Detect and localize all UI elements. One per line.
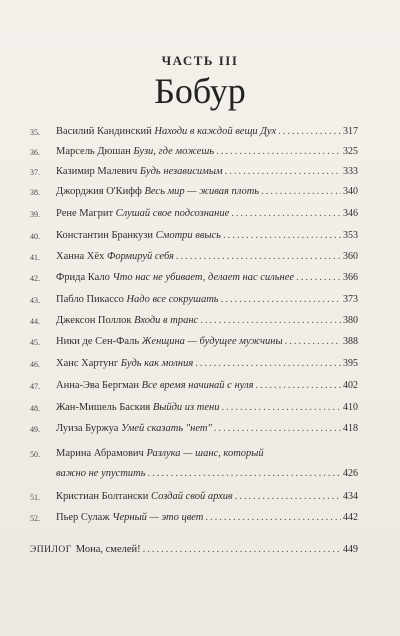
entry-title: Находи в каждой вещи Дух [154, 126, 277, 137]
entry-page: 360 [343, 251, 358, 262]
entry-author: Василий Кандинский [56, 126, 152, 137]
toc-entry [30, 487, 358, 507]
entry-author: Рене Магрит [56, 208, 114, 219]
entry-author: Фрида Кало [56, 272, 110, 283]
entry-author: Ханс Хартунг [56, 358, 119, 369]
entry-author: Казимир Малевич [56, 166, 138, 177]
toc-entry-continuation [30, 464, 358, 484]
entry-title: Выйди из тени [152, 402, 220, 413]
toc-entry [30, 162, 358, 182]
entry-number: 51. [30, 493, 40, 502]
entry-page: 442 [343, 512, 358, 523]
entry-page: 366 [343, 272, 358, 283]
entry-title: Формируй себя [106, 251, 174, 262]
entry-number: 42. [30, 274, 40, 283]
entry-title: Бузи, где можешь [133, 146, 215, 157]
entry-page: 434 [343, 491, 358, 502]
part-title: Бобур [154, 71, 246, 111]
entry-title: Разлука — шанс, который [146, 448, 264, 459]
entry-title: Женщина — будущее мужчины [141, 336, 283, 347]
part-label: ЧАСТЬ III [161, 53, 239, 68]
entry-page: 426 [343, 468, 358, 479]
entry-page: 395 [343, 358, 358, 369]
entry-number: 49. [30, 425, 40, 434]
entry-title: Умей сказать "нет" [121, 423, 212, 434]
entry-number: 40. [30, 232, 40, 241]
epilog-title: Мона, смелей! [75, 544, 141, 555]
entry-number: 44. [30, 317, 40, 326]
toc-entry [30, 268, 358, 288]
entry-title-continued: важно не упустить [56, 468, 146, 479]
entry-number: 43. [30, 296, 40, 305]
entry-page: 325 [343, 146, 358, 157]
entry-number: 39. [30, 210, 40, 219]
toc-entry [30, 419, 358, 439]
toc-entry [30, 182, 358, 202]
entry-author: Ханна Хёх [56, 251, 105, 262]
entry-page: 373 [343, 294, 358, 305]
entry-number: 52. [30, 514, 40, 523]
entry-author: Джексон Поллок [56, 315, 132, 326]
entry-title: Весь мир — живая плоть [144, 186, 260, 197]
entry-number: 47. [30, 382, 40, 391]
epilog-entry [30, 540, 358, 560]
entry-page: 346 [343, 208, 358, 219]
entry-page: 333 [343, 166, 358, 177]
entry-author: Джорджия О'Кифф [56, 186, 142, 197]
entry-number: 35. [30, 128, 40, 137]
entry-author: Луиза Буржуа [56, 423, 119, 434]
entry-page: 418 [343, 423, 358, 434]
entry-page: 410 [343, 402, 358, 413]
entry-number: 45. [30, 338, 40, 347]
entry-page: 388 [343, 336, 358, 347]
entry-author: Пьер Сулаж [56, 512, 110, 523]
toc-entry [30, 354, 358, 374]
entry-page: 340 [343, 186, 358, 197]
entry-number: 36. [30, 148, 40, 157]
entry-title: Создай свой архив [151, 491, 233, 502]
toc-entry [30, 332, 358, 352]
entry-title: Слушай свое подсознание [115, 208, 230, 219]
entry-author: Константин Бранкузи [56, 230, 153, 241]
toc-entry [30, 444, 358, 464]
entry-author: Жан-Мишель Баския [56, 402, 151, 413]
entry-author: Анна-Эва Бергман [56, 380, 139, 391]
entry-page: 402 [343, 380, 358, 391]
toc-entry [30, 508, 358, 528]
entry-title: Черный — это цвет [112, 512, 204, 523]
toc-entry [30, 398, 358, 418]
toc-entry [30, 122, 358, 142]
entry-title: Надо все сокрушать [126, 294, 219, 305]
entry-author: Ники де Сен-Фаль [56, 336, 140, 347]
toc-entry [30, 204, 358, 224]
entry-number: 48. [30, 404, 40, 413]
entry-title: Все время начинай с нуля [141, 380, 254, 391]
entry-number: 41. [30, 253, 40, 262]
entry-author: Пабло Пикассо [56, 294, 124, 305]
entry-title: Будь независимым [139, 166, 223, 177]
entry-title: Смотри ввысь [155, 230, 221, 241]
toc-entry [30, 290, 358, 310]
entry-author: Кристиан Болтански [56, 491, 149, 502]
entry-title: Входи в транс [134, 315, 199, 326]
entry-number: 50. [30, 450, 40, 459]
toc-entry [30, 376, 358, 396]
epilog-label: ЭПИЛОГ [30, 545, 72, 555]
entry-page: 353 [343, 230, 358, 241]
entry-title: Будь как молния [120, 358, 194, 369]
entry-number: 37. [30, 168, 40, 177]
toc-entry [30, 226, 358, 246]
toc-entry [30, 247, 358, 267]
entry-page: 317 [343, 126, 358, 137]
entry-number: 46. [30, 360, 40, 369]
entry-author: Марина Абрамович [56, 448, 144, 459]
toc-entry [30, 311, 358, 331]
entry-author: Марсель Дюшан [56, 146, 131, 157]
entry-title: Что нас не убивает, делает нас сильнее [112, 272, 295, 283]
entry-page: 380 [343, 315, 358, 326]
toc-entry [30, 142, 358, 162]
entry-number: 38. [30, 188, 40, 197]
epilog-page: 449 [343, 544, 358, 555]
